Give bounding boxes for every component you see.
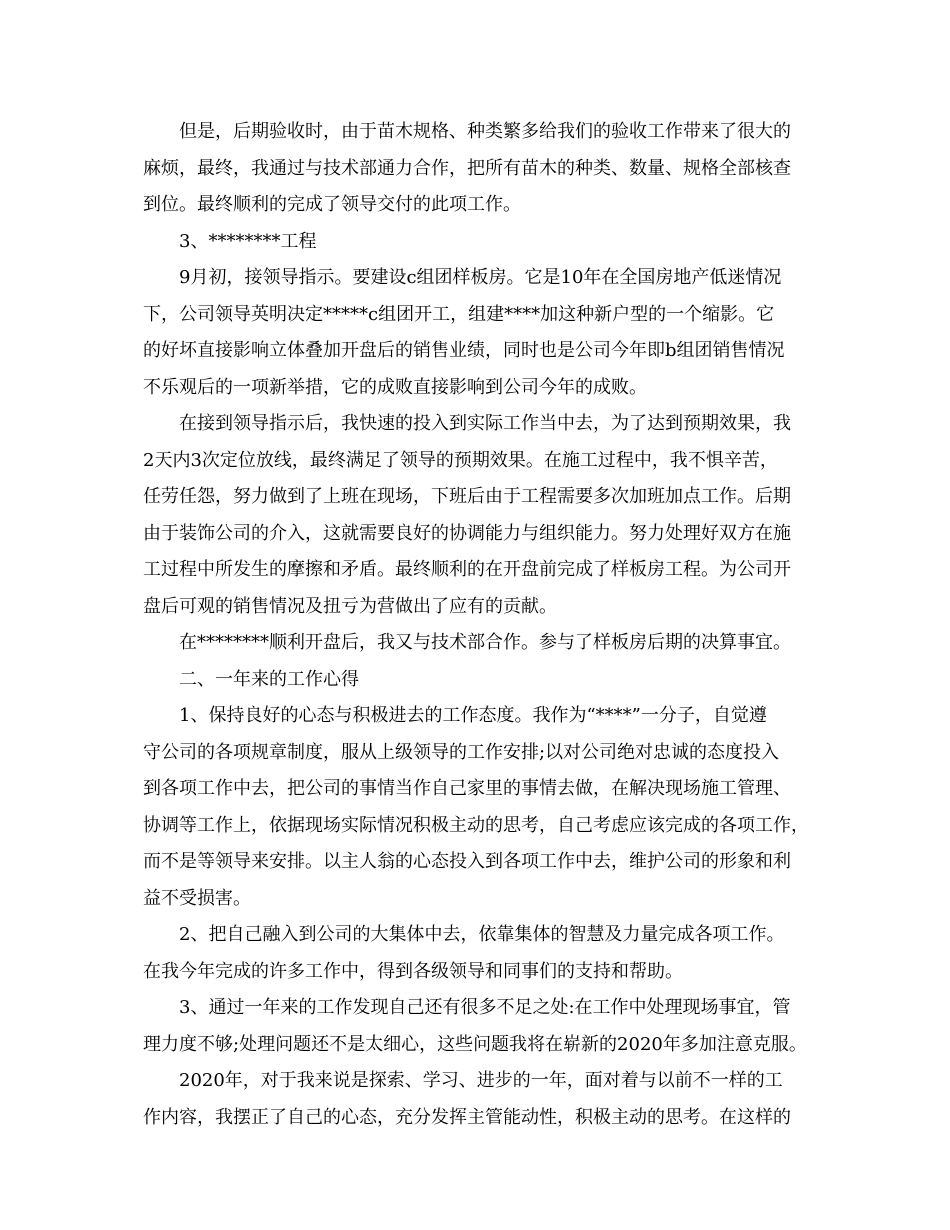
text-line: 9月初，接领导指示。要建设c组团样板房。它是10年在全国房地产低迷情况 [179, 267, 782, 288]
text-line: 麻烦，最终，我通过与技术部通力合作，把所有苗木的种类、数量、规格全部核查 [143, 157, 791, 179]
text-line: 2020年，对于我来说是探索、学习、进步的一年，面对着与以前不一样的工 [179, 1070, 783, 1091]
text-line: 3、********工程 [179, 230, 317, 252]
text-line: 由于装饰公司的介入，这就需要良好的协调能力与组织能力。努力处理好双方在施 [143, 522, 791, 544]
text-line: 而不是等领导来安排。以主人翁的心态投入到各项工作中去，维护公司的形象和利 [143, 851, 791, 872]
text-line: 3、通过一年来的工作发现自己还有很多不足之处:在工作中处理现场事宜，管 [179, 997, 791, 1018]
text-line: 作内容，我摆正了自己的心态，充分发挥主管能动性，积极主动的思考。在这样的 [143, 1106, 791, 1128]
text-line: 2、把自己融入到公司的大集体中去，依靠集体的智慧及力量完成各项工作。 [179, 924, 785, 945]
text-line: 协调等工作上，依据现场实际情况积极主动的思考，自己考虑应该完成的各项工作， [143, 814, 809, 836]
text-line: 2天内3次定位放线，最终满足了领导的预期效果。在施工过程中，我不惧辛苦， [143, 449, 778, 471]
text-line: 的好坏直接影响立体叠加开盘后的销售业绩，同时也是公司今年即b组团销售情况 [143, 340, 785, 361]
text-line: 到位。最终顺利的完成了领导交付的此项工作。 [143, 194, 521, 215]
text-line: 不乐观后的一项新举措，它的成败直接影响到公司今年的成败。 [143, 376, 647, 398]
text-line: 盘后可观的销售情况及扭亏为营做出了应有的贡献。 [143, 595, 557, 617]
text-line: 二、一年来的工作心得 [179, 668, 359, 690]
text-line: 在我今年完成的许多工作中，得到各级领导和同事们的支持和帮助。 [143, 960, 683, 982]
document-body [143, 114, 823, 1136]
text-line: 在********顺利开盘后，我又与技术部合作。参与了样板房后期的决算事宜。 [179, 632, 791, 653]
text-line: 理力度不够;处理问题还不是太细心，这些问题我将在崭新的2020年多加注意克服。 [143, 1033, 807, 1055]
text-line: 下，公司领导英明决定*****c组团开工，组建****加这种新户型的一个缩影。它 [143, 303, 775, 325]
text-line: 任劳任怨，努力做到了上班在现场，下班后由于工程需要多次加班加点工作。后期 [143, 486, 791, 507]
text-line: 1、保持良好的心态与积极进去的工作态度。我作为“****”一分子，自觉遵 [179, 705, 767, 726]
text-line: 守公司的各项规章制度，服从上级领导的工作安排;以对公司绝对忠诚的态度投入 [143, 741, 780, 763]
text-line: 在接到领导指示后，我快速的投入到实际工作当中去，为了达到预期效果，我 [179, 413, 791, 434]
text-line: 但是，后期验收时，由于苗木规格、种类繁多给我们的验收工作带来了很大的 [179, 121, 791, 142]
text-line: 到各项工作中去，把公司的事情当作自己家里的事情去做，在解决现场施工管理、 [143, 778, 791, 799]
text-line: 工过程中所发生的摩擦和矛盾。最终顺利的在开盘前完成了样板房工程。为公司开 [143, 559, 791, 580]
text-line: 益不受损害。 [143, 887, 251, 909]
